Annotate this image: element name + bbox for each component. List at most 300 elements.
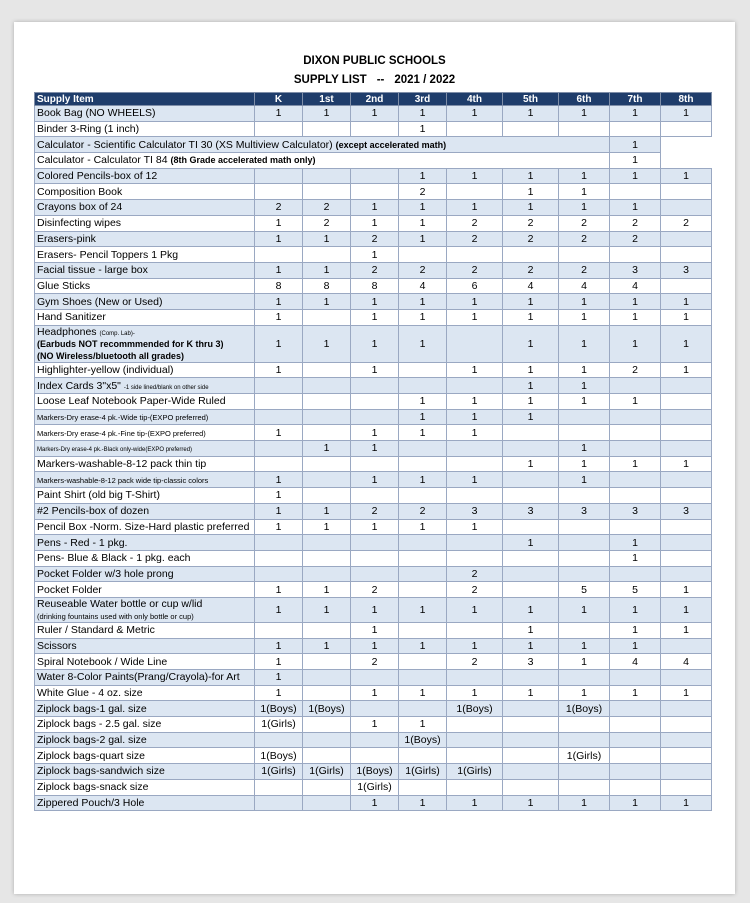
grade-quantity-cell: 1 xyxy=(447,168,503,184)
table-row xyxy=(35,597,712,622)
grade-quantity-cell xyxy=(399,654,447,670)
grade-quantity-cell: 3 xyxy=(661,262,712,278)
grade-quantity-cell: 2 xyxy=(503,215,559,231)
grade-quantity-cell: 1 xyxy=(661,106,712,122)
supply-item-cell xyxy=(35,472,255,488)
grade-quantity-cell: 1 xyxy=(447,425,503,441)
grade-quantity-cell xyxy=(303,550,351,566)
grade-quantity-cell xyxy=(399,488,447,504)
table-row xyxy=(35,200,712,216)
supply-item-cell xyxy=(35,748,255,764)
grade-quantity-cell xyxy=(503,472,559,488)
table-row xyxy=(35,425,712,441)
grade-quantity-cell xyxy=(610,566,661,582)
grade-quantity-cell xyxy=(351,409,399,425)
table-row xyxy=(35,121,712,137)
supply-item-name: Scissors xyxy=(37,639,77,652)
grade-quantity-cell: 3 xyxy=(610,503,661,519)
grade-quantity-cell: 1 xyxy=(661,685,712,701)
grade-quantity-cell: 1 xyxy=(255,654,303,670)
grade-quantity-cell xyxy=(610,472,661,488)
table-row xyxy=(35,456,712,472)
grade-quantity-cell xyxy=(661,425,712,441)
grade-quantity-cell xyxy=(447,456,503,472)
table-row xyxy=(35,278,712,294)
grade-quantity-cell: 1 xyxy=(447,685,503,701)
supply-item-name: Glue Sticks xyxy=(37,279,91,292)
grade-quantity-cell: 1 xyxy=(559,654,610,670)
grade-quantity-cell: 1 xyxy=(559,362,610,378)
grade-quantity-cell: 1 xyxy=(610,622,661,638)
grade-quantity-cell: 1 xyxy=(661,622,712,638)
supply-item-cell xyxy=(35,378,255,394)
grade-quantity-cell: 1(Girls) xyxy=(559,748,610,764)
grade-quantity-cell: 1 xyxy=(351,215,399,231)
grade-quantity-cell: 2 xyxy=(255,200,303,216)
grade-quantity-cell xyxy=(661,717,712,733)
supply-item-name: Binder 3-Ring (1 inch) xyxy=(37,123,140,136)
grade-quantity-cell xyxy=(610,764,661,780)
supply-item-cell xyxy=(35,362,255,378)
grade-quantity-cell xyxy=(351,566,399,582)
supply-item-name: Composition Book xyxy=(37,185,123,198)
supply-item-name: Ziplock bags-quart size xyxy=(37,749,145,762)
grade-quantity-cell: 1 xyxy=(610,638,661,654)
grade-quantity-cell: 1(Boys) xyxy=(559,701,610,717)
grade-quantity-cell xyxy=(303,566,351,582)
grade-quantity-cell xyxy=(399,566,447,582)
table-row xyxy=(35,106,712,122)
grade-quantity-cell: 1 xyxy=(610,597,661,622)
grade-quantity-cell: 1 xyxy=(559,441,610,457)
grade-quantity-cell: 1 xyxy=(399,717,447,733)
grade-quantity-cell: 1 xyxy=(661,325,712,362)
supply-item-cell xyxy=(35,137,610,153)
grade-quantity-cell xyxy=(661,638,712,654)
supply-item-name: Colored Pencils-box of 12 xyxy=(37,170,158,183)
grade-quantity-cell: 1 xyxy=(447,309,503,325)
table-row xyxy=(35,168,712,184)
table-body xyxy=(35,106,712,811)
grade-quantity-cell xyxy=(399,670,447,686)
supply-item-note: (Comp. Lab)- xyxy=(99,330,135,337)
grade-quantity-cell: 1 xyxy=(303,325,351,362)
table-row xyxy=(35,394,712,410)
grade-quantity-cell xyxy=(661,732,712,748)
table-row xyxy=(35,779,712,795)
grade-quantity-cell xyxy=(661,550,712,566)
grade-quantity-cell: 3 xyxy=(503,503,559,519)
supply-item-name: Markers-Dry erase-4 pk.-Black only-wide(EXPO preferred) xyxy=(37,447,193,454)
grade-quantity-cell: 1 xyxy=(503,685,559,701)
grade-quantity-cell: 1 xyxy=(610,685,661,701)
grade-quantity-cell xyxy=(661,409,712,425)
supply-item-name: Pocket Folder w/3 hole prong xyxy=(37,567,174,580)
grade-quantity-cell: 1 xyxy=(351,309,399,325)
grade-quantity-cell: 1 xyxy=(351,685,399,701)
grade-quantity-cell: 3 xyxy=(661,503,712,519)
subtitle-label: SUPPLY LIST xyxy=(293,74,367,86)
grade-quantity-cell: 1 xyxy=(447,294,503,310)
grade-quantity-cell xyxy=(303,456,351,472)
grade-quantity-cell: 1 xyxy=(399,231,447,247)
grade-quantity-cell xyxy=(503,247,559,263)
grade-quantity-cell: 1 xyxy=(610,394,661,410)
grade-quantity-cell xyxy=(255,378,303,394)
grade-quantity-cell: 1 xyxy=(447,409,503,425)
grade-quantity-cell xyxy=(303,362,351,378)
grade-quantity-cell: 1 xyxy=(610,550,661,566)
grade-quantity-cell: 1 xyxy=(351,441,399,457)
grade-quantity-cell: 1 xyxy=(559,597,610,622)
grade-quantity-cell xyxy=(661,566,712,582)
grade-quantity-cell: 1 xyxy=(351,362,399,378)
grade-quantity-cell xyxy=(399,582,447,598)
grade-quantity-cell xyxy=(661,519,712,535)
grade-quantity-cell xyxy=(303,732,351,748)
supply-item-cell xyxy=(35,701,255,717)
grade-quantity-cell: 1 xyxy=(503,409,559,425)
col-header-6th: 6th xyxy=(559,93,610,106)
supply-item-name: Markers-washable-8-12 pack thin tip xyxy=(37,458,207,471)
col-header-5th: 5th xyxy=(503,93,559,106)
supply-item-cell xyxy=(35,622,255,638)
supply-item-name: #2 Pencils-box of dozen xyxy=(37,505,150,518)
supply-item-cell xyxy=(35,795,255,811)
grade-quantity-cell xyxy=(503,582,559,598)
grade-quantity-cell xyxy=(303,121,351,137)
grade-quantity-cell: 1 xyxy=(399,121,447,137)
grade-quantity-cell xyxy=(661,670,712,686)
grade-quantity-cell xyxy=(661,378,712,394)
grade-quantity-cell: 1 xyxy=(255,597,303,622)
grade-quantity-cell xyxy=(559,488,610,504)
grade-quantity-cell xyxy=(255,566,303,582)
grade-quantity-cell: 1 xyxy=(559,456,610,472)
grade-quantity-cell xyxy=(610,779,661,795)
grade-quantity-cell: 1 xyxy=(503,456,559,472)
grade-quantity-cell: 1 xyxy=(255,231,303,247)
grade-quantity-cell xyxy=(303,488,351,504)
grade-quantity-cell: 2 xyxy=(447,654,503,670)
grade-quantity-cell xyxy=(447,535,503,551)
grade-quantity-cell: 4 xyxy=(399,278,447,294)
supply-item-name: Zippered Pouch/3 Hole xyxy=(37,796,145,809)
grade-quantity-cell: 1 xyxy=(559,200,610,216)
grade-quantity-cell xyxy=(661,488,712,504)
grade-quantity-cell xyxy=(399,247,447,263)
table-row xyxy=(35,550,712,566)
supply-item-cell xyxy=(35,535,255,551)
grade-quantity-cell xyxy=(610,519,661,535)
grade-quantity-cell: 1 xyxy=(399,215,447,231)
grade-quantity-cell xyxy=(559,779,610,795)
grade-quantity-cell xyxy=(447,622,503,638)
grade-quantity-cell: 1 xyxy=(399,472,447,488)
grade-quantity-cell xyxy=(399,622,447,638)
grade-quantity-cell: 1 xyxy=(610,200,661,216)
table-row xyxy=(35,638,712,654)
grade-quantity-cell xyxy=(255,247,303,263)
grade-quantity-cell: 8 xyxy=(351,278,399,294)
supply-item-cell xyxy=(35,503,255,519)
grade-quantity-cell: 4 xyxy=(610,278,661,294)
grade-quantity-cell xyxy=(351,535,399,551)
grade-quantity-cell: 1 xyxy=(447,638,503,654)
grade-quantity-cell: 1 xyxy=(559,106,610,122)
grade-quantity-cell xyxy=(661,231,712,247)
supply-item-name: Crayons box of 24 xyxy=(37,201,123,214)
grade-quantity-cell: 2 xyxy=(610,215,661,231)
grade-quantity-cell: 1 xyxy=(303,519,351,535)
grade-quantity-cell: 1(Boys) xyxy=(303,701,351,717)
grade-quantity-cell xyxy=(447,325,503,362)
supply-item-cell xyxy=(35,294,255,310)
grade-quantity-cell xyxy=(610,247,661,263)
table-row xyxy=(35,670,712,686)
grade-quantity-cell: 1 xyxy=(661,456,712,472)
school-title: DIXON PUBLIC SCHOOLS xyxy=(303,55,446,67)
grade-quantity-cell: 2 xyxy=(351,654,399,670)
grade-quantity-cell: 2 xyxy=(610,231,661,247)
grade-quantity-cell xyxy=(610,732,661,748)
grade-quantity-cell: 1 xyxy=(447,597,503,622)
grade-quantity-cell xyxy=(255,456,303,472)
grade-quantity-cell xyxy=(503,441,559,457)
grade-quantity-cell xyxy=(303,748,351,764)
grade-quantity-cell xyxy=(447,717,503,733)
grade-quantity-cell: 2 xyxy=(447,231,503,247)
grade-quantity-cell: 1 xyxy=(255,325,303,362)
grade-quantity-cell xyxy=(661,200,712,216)
table-row xyxy=(35,184,712,200)
grade-quantity-cell xyxy=(610,701,661,717)
supply-list-sheet xyxy=(14,22,735,894)
grade-quantity-cell xyxy=(303,685,351,701)
supply-item-cell xyxy=(35,106,255,122)
grade-quantity-cell xyxy=(661,472,712,488)
grade-quantity-cell: 1 xyxy=(503,535,559,551)
grade-quantity-cell xyxy=(351,670,399,686)
grade-quantity-cell xyxy=(255,441,303,457)
grade-quantity-cell: 1 xyxy=(559,184,610,200)
list-subtitle xyxy=(14,74,735,86)
grade-quantity-cell xyxy=(661,535,712,551)
grade-quantity-cell xyxy=(559,717,610,733)
supply-item-detail: (drinking fountains used with only bottle or cup) xyxy=(37,611,194,621)
grade-quantity-cell: 1 xyxy=(351,519,399,535)
supply-item-name: Pencil Box -Norm. Size-Hard plastic preferred xyxy=(37,520,250,533)
grade-quantity-cell: 1 xyxy=(661,795,712,811)
supply-item-name: Headphones xyxy=(37,325,97,338)
supply-item-name: Facial tissue - large box xyxy=(37,264,148,277)
grade-quantity-cell xyxy=(255,121,303,137)
grade-quantity-cell: 2 xyxy=(610,362,661,378)
supply-item-name: Disinfecting wipes xyxy=(37,217,122,230)
grade-quantity-cell: 1 xyxy=(255,670,303,686)
grade-quantity-cell xyxy=(559,247,610,263)
grade-quantity-cell: 1 xyxy=(399,394,447,410)
grade-quantity-cell: 1 xyxy=(255,106,303,122)
grade-quantity-cell xyxy=(399,748,447,764)
grade-quantity-cell: 2 xyxy=(303,215,351,231)
supply-item-name: Erasers-pink xyxy=(37,232,96,245)
grade-quantity-cell: 1 xyxy=(351,294,399,310)
supply-item-name: Ziplock bags-2 gal. size xyxy=(37,734,147,747)
grade-quantity-cell xyxy=(303,795,351,811)
grade-quantity-cell: 1 xyxy=(503,325,559,362)
col-header-supply-item: Supply Item xyxy=(35,93,255,106)
supply-item-cell xyxy=(35,519,255,535)
supply-item-cell xyxy=(35,488,255,504)
grade-quantity-cell: 1 xyxy=(399,200,447,216)
grade-quantity-cell: 1 xyxy=(559,294,610,310)
grade-quantity-cell xyxy=(303,670,351,686)
grade-quantity-cell xyxy=(610,488,661,504)
table-row xyxy=(35,231,712,247)
grade-quantity-cell xyxy=(503,732,559,748)
grade-quantity-cell xyxy=(559,425,610,441)
grade-quantity-cell xyxy=(447,441,503,457)
supply-item-cell xyxy=(35,638,255,654)
grade-quantity-cell xyxy=(399,550,447,566)
grade-quantity-cell: 1 xyxy=(610,795,661,811)
table-row xyxy=(35,701,712,717)
grade-quantity-cell: 2 xyxy=(447,566,503,582)
grade-quantity-cell xyxy=(303,654,351,670)
table-row xyxy=(35,503,712,519)
supply-item-cell xyxy=(35,685,255,701)
grade-quantity-cell: 1 xyxy=(399,597,447,622)
grade-quantity-cell: 2 xyxy=(351,582,399,598)
grade-quantity-cell: 2 xyxy=(447,582,503,598)
grade-quantity-cell: 3 xyxy=(559,503,610,519)
grade-quantity-cell: 1 xyxy=(351,425,399,441)
supply-item-cell xyxy=(35,597,255,622)
grade-quantity-cell: 1 xyxy=(661,597,712,622)
supply-item-name: Ziplock bags - 2.5 gal. size xyxy=(37,718,162,731)
supply-item-cell xyxy=(35,184,255,200)
grade-quantity-cell xyxy=(559,535,610,551)
grade-quantity-cell xyxy=(351,488,399,504)
table-row xyxy=(35,247,712,263)
supply-item-name: Book Bag (NO WHEELS) xyxy=(37,107,156,120)
grade-quantity-cell: 1 xyxy=(399,795,447,811)
grade-quantity-cell: 8 xyxy=(303,278,351,294)
grade-quantity-cell: 2 xyxy=(559,262,610,278)
grade-quantity-cell xyxy=(503,425,559,441)
grade-quantity-cell: 1(Girls) xyxy=(303,764,351,780)
grade-quantity-cell: 2 xyxy=(503,231,559,247)
grade-quantity-cell: 1 xyxy=(255,638,303,654)
grade-quantity-cell: 2 xyxy=(503,262,559,278)
grade-quantity-cell xyxy=(255,795,303,811)
table-row xyxy=(35,582,712,598)
grade-quantity-cell xyxy=(503,519,559,535)
supply-item-name: Index Cards 3"x5" xyxy=(37,379,121,392)
grade-quantity-cell xyxy=(661,278,712,294)
table-row xyxy=(35,566,712,582)
grade-quantity-cell: 1 xyxy=(303,231,351,247)
table-row xyxy=(35,309,712,325)
grade-quantity-cell: 1 xyxy=(399,294,447,310)
table-row xyxy=(35,215,712,231)
supply-item-name: Highlighter-yellow (individual) xyxy=(37,363,174,376)
grade-quantity-cell: 1 xyxy=(447,106,503,122)
grade-quantity-cell: 4 xyxy=(610,654,661,670)
supply-item-name: White Glue - 4 oz. size xyxy=(37,687,143,700)
grade-quantity-cell xyxy=(559,732,610,748)
grade-quantity-cell: 4 xyxy=(559,278,610,294)
grade-quantity-cell xyxy=(399,535,447,551)
grade-quantity-cell: 1 xyxy=(661,309,712,325)
supply-item-cell xyxy=(35,309,255,325)
grade-quantity-cell: 1 xyxy=(399,168,447,184)
table-row xyxy=(35,795,712,811)
supply-item-cell xyxy=(35,153,610,169)
grade-quantity-cell: 1 xyxy=(559,168,610,184)
grade-quantity-cell xyxy=(503,488,559,504)
grade-quantity-cell: 1 xyxy=(351,247,399,263)
table-row xyxy=(35,717,712,733)
grade-quantity-cell: 1 xyxy=(447,519,503,535)
grade-quantity-cell: 3 xyxy=(447,503,503,519)
grade-quantity-cell: 1 xyxy=(255,425,303,441)
grade-quantity-cell: 1 xyxy=(351,622,399,638)
grade-quantity-cell xyxy=(255,394,303,410)
table-row xyxy=(35,764,712,780)
grade-quantity-cell xyxy=(503,550,559,566)
supply-item-cell xyxy=(35,262,255,278)
grade-quantity-cell: 1(Girls) xyxy=(351,779,399,795)
supply-item-cell xyxy=(35,247,255,263)
grade-quantity-cell: 1 xyxy=(559,325,610,362)
grade-quantity-cell: 2 xyxy=(351,503,399,519)
grade-quantity-cell: 1 xyxy=(351,472,399,488)
grade-quantity-cell: 1 xyxy=(399,325,447,362)
supply-item-cell xyxy=(35,732,255,748)
grade-quantity-cell: 2 xyxy=(661,215,712,231)
table-row xyxy=(35,409,712,425)
supply-item-cell xyxy=(35,325,255,362)
grade-quantity-cell xyxy=(351,550,399,566)
grade-quantity-cell: 1 xyxy=(303,106,351,122)
grade-quantity-cell: 1 xyxy=(503,597,559,622)
col-header-1st: 1st xyxy=(303,93,351,106)
grade-quantity-cell xyxy=(447,748,503,764)
grade-quantity-cell xyxy=(610,121,661,137)
grade-quantity-cell: 1 xyxy=(303,503,351,519)
grade-quantity-cell xyxy=(255,184,303,200)
grade-quantity-cell xyxy=(399,701,447,717)
grade-quantity-cell xyxy=(661,701,712,717)
grade-quantity-cell xyxy=(610,717,661,733)
grade-quantity-cell xyxy=(447,378,503,394)
table-row xyxy=(35,732,712,748)
grade-quantity-cell xyxy=(303,622,351,638)
grade-quantity-cell xyxy=(351,732,399,748)
supply-item-name: Calculator - Calculator TI 84 xyxy=(37,154,168,167)
table-row xyxy=(35,535,712,551)
grade-quantity-cell xyxy=(351,121,399,137)
grade-quantity-cell: 1 xyxy=(559,378,610,394)
subtitle-separator: -- xyxy=(376,74,385,86)
condition-note: (8th Grade accelerated math only) xyxy=(170,155,316,166)
grade-quantity-cell: 1 xyxy=(351,200,399,216)
grade-quantity-cell xyxy=(399,378,447,394)
grade-quantity-cell xyxy=(303,168,351,184)
grade-quantity-cell xyxy=(303,779,351,795)
